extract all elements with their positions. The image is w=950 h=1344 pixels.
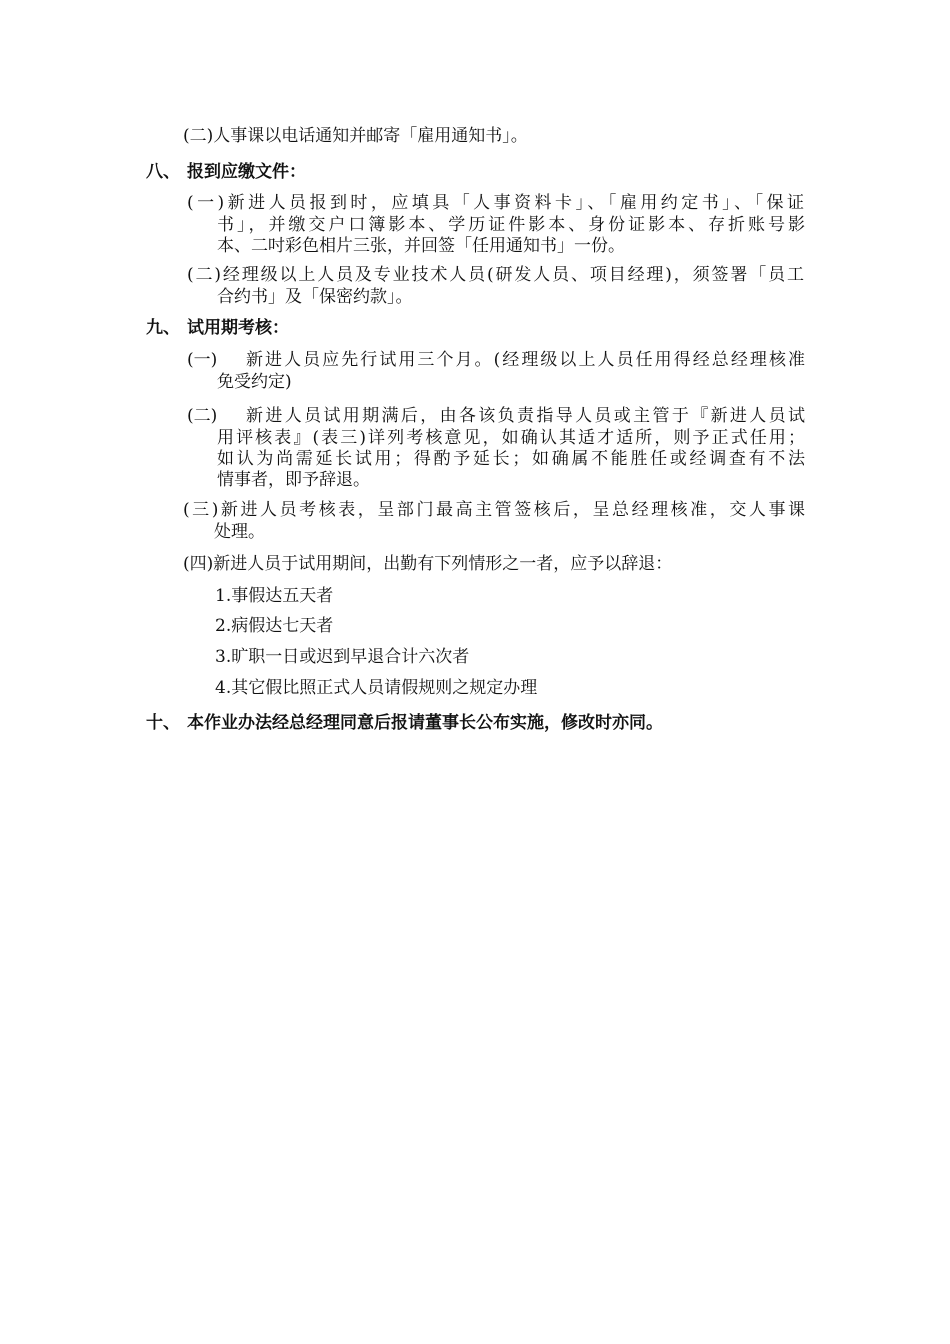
section-9-subitem-3: 3.旷职一日或迟到早退合计六次者 [215,647,470,667]
section-9-subitem-2: 2.病假达七天者 [215,616,334,636]
section-9-item-3-line-2: 处理。 [214,522,265,542]
section-9-subitem-1: 1.事假达五天者 [215,586,334,606]
section-9-number: 九、 [146,318,180,338]
section-8-title: 报到应缴文件： [187,162,306,182]
section-9-item-4: (四)新进人员于试用期间，出勤有下列情形之一者，应予以辞退： [183,554,673,574]
section-8-item-1-line-3: 本、二吋彩色相片三张，并回签「任用通知书」一份。 [217,236,625,256]
section-9-item-2-line-3: 如认为尚需延长试用；得酌予延长；如确属不能胜任或经调查有不法 [217,449,805,469]
section-7-item-2: (二)人事课以电话通知并邮寄「雇用通知书」。 [183,126,528,146]
section-9-item-1-line-2: 免受约定) [217,372,292,392]
section-8-item-1-line-2: 书」，并缴交户口簿影本、学历证件影本、身份证影本、存折账号影 [217,215,805,235]
section-8-item-1-line-1: (一)新进人员报到时，应填具「人事资料卡」、「雇用约定书」、「保证 [187,193,804,213]
section-10-text: 本作业办法经总经理同意后报请董事长公布实施，修改时亦同。 [187,713,663,733]
section-9-item-2-line-4: 情事者，即予辞退。 [217,470,370,490]
section-9-item-3-line-1: (三)新进人员考核表，呈部门最高主管签核后，呈总经理核准，交人事课 [183,500,805,520]
section-8-item-2-line-1: (二)经理级以上人员及专业技术人员(研发人员、项目经理)，须签署「员工 [187,265,804,285]
section-9-item-2-marker: (二) [187,406,218,426]
section-9-item-2-line-2: 用评核表』(表三)详列考核意见，如确认其适才适所，则予正式任用； [217,428,805,448]
section-9-title: 试用期考核： [187,318,289,338]
section-8-number: 八、 [146,162,180,182]
section-8-item-2-line-2: 合约书」及「保密约款」。 [217,287,413,307]
section-9-item-2-line-1: 新进人员试用期满后，由各该负责指导人员或主管于『新进人员试 [246,406,805,426]
section-10-number: 十、 [146,713,180,733]
section-9-subitem-4: 4.其它假比照正式人员请假规则之规定办理 [215,678,538,698]
section-9-item-1-line-1: 新进人员应先行试用三个月。(经理级以上人员任用得经总经理核准 [246,350,805,370]
section-9-item-1-marker: (一) [187,350,218,370]
